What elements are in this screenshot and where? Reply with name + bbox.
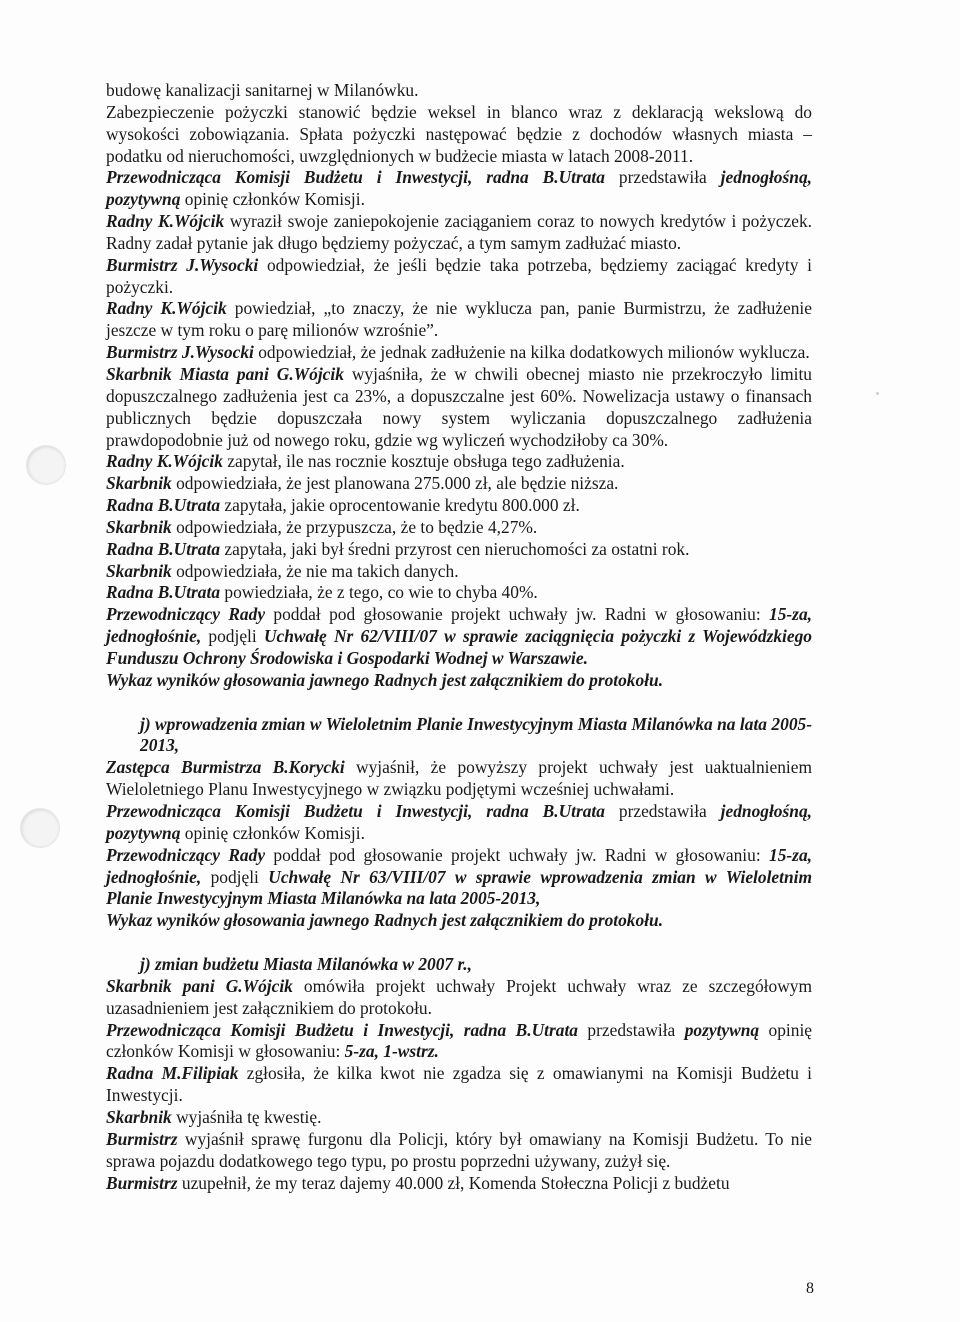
paragraph: [106, 976, 812, 1020]
emphasized-text: Radna B.Utrata: [106, 495, 221, 516]
paragraph: [106, 495, 812, 517]
emphasized-text: Skarbnik pani G.Wójcik: [106, 975, 293, 996]
paragraph: [106, 670, 812, 692]
section-heading: [106, 714, 812, 758]
body-text: budowę kanalizacji sanitarnej w Milanówku.: [106, 80, 419, 100]
body-text: odpowiedziała, że przypuszcza, że to będzie 4,27%.: [171, 516, 538, 537]
emphasized-text: Zastępca Burmistrza B.Korycki: [106, 757, 345, 778]
body-text: przedstawiła: [604, 167, 721, 188]
emphasized-text: Burmistrz J.Wysocki: [106, 254, 259, 275]
section-heading: [106, 954, 812, 976]
paragraph: [106, 102, 812, 168]
paragraph: [106, 517, 812, 539]
body-text: odpowiedział, że jednak zadłużenie na kilka dodatkowych milionów wyklucza.: [253, 342, 810, 363]
emphasized-text: Radna M.Filipiak: [106, 1063, 239, 1084]
paragraph: [106, 539, 812, 561]
body-text: zapytała, jakie oprocentowanie kredytu 800.000 zł.: [220, 495, 580, 516]
paragraph: [106, 1129, 812, 1173]
paragraph: [106, 364, 812, 451]
paragraph-gap: [106, 932, 812, 954]
body-text: uzupełnił, że my teraz dajemy 40.000 zł, Komenda Stołeczna Policji z budżetu: [177, 1172, 730, 1193]
body-text: opinię członków Komisji.: [180, 189, 365, 210]
page-number: 8: [806, 1280, 814, 1297]
paragraph: [106, 757, 812, 801]
paragraph: [106, 167, 812, 211]
scan-speck: [876, 392, 879, 395]
body-text: zapytał, ile nas rocznie kosztuje obsługa tego zadłużenia.: [222, 451, 625, 472]
emphasized-text: Skarbnik: [106, 516, 172, 537]
paragraph: [106, 801, 812, 845]
emphasized-text: Przewodnicząca Komisji Budżetu i Inwestycji, radna B.Utrata: [106, 1019, 578, 1040]
emphasized-text: 15-za, jednogłośnie,: [106, 844, 812, 887]
emphasized-text: Burmistrz: [106, 1172, 178, 1193]
emphasized-text: Przewodnicząca Komisji Budżetu i Inwestycji, radna B.Utrata: [106, 167, 605, 188]
body-text: odpowiedziała, że jest planowana 275.000 zł, ale będzie niższa.: [171, 473, 619, 494]
emphasized-text: jednogłośną, pozytywną: [106, 167, 812, 210]
emphasized-text: Radny K.Wójcik: [106, 298, 227, 319]
paragraph: [106, 582, 812, 604]
body-text: podjęli: [201, 866, 269, 887]
emphasized-text: Wykaz wyników głosowania jawnego Radnych jest załącznikiem do protokołu.: [106, 910, 664, 931]
body-text: poddał pod głosowanie projekt uchwały jw. Radni w głosowaniu:: [265, 844, 769, 865]
paragraph: [106, 1173, 812, 1195]
emphasized-text: jednogłośną, pozytywną: [106, 801, 812, 843]
paragraph: [106, 80, 812, 102]
emphasized-text: Burmistrz J.Wysocki: [106, 342, 254, 363]
body-text: wyjaśniła, że w chwili obecnej miasto nie przekroczyło limitu dopuszczalnego zadłużenia jest ca 23%, a dopuszczalne jest 60%. Nowelizacja ustawy o finansach publicznych będzie dopuszczała nowy system wyliczania dopuszczalnego zadłużenia prawdopodobnie już od nowego roku, gdzie wg wyliczeń wychodziłoby ca 30%.: [106, 363, 812, 450]
body-text: przedstawiła: [604, 801, 721, 821]
body-text: Zabezpieczenie pożyczki stanowić będzie weksel in blanco wraz z deklaracją wekslową do wysokości zobowiązania. Spłata pożyczki następować będzie z dochodów własnych miasta – podatku od nieruchomości, uwzględnionych w budżecie miasta w latach 2008-2011.: [106, 101, 812, 166]
body-text: omówiła projekt uchwały Projekt uchwały wraz ze szczegółowym uzasadnieniem jest załącznikiem do protokołu.: [106, 975, 812, 1018]
emphasized-text: Przewodniczący Rady: [106, 844, 266, 865]
paragraph: [106, 1020, 812, 1064]
emphasized-text: Skarbnik: [106, 1106, 172, 1127]
emphasized-text: Przewodniczący Rady: [106, 604, 266, 625]
emphasized-text: Uchwałę Nr 62/VIII/07 w sprawie zaciągnięcia pożyczki z Wojewódzkiego Funduszu Ochrony Środowiska i Gospodarki Wodnej w Warszawie.: [106, 626, 812, 668]
document-body: [106, 80, 812, 1194]
paragraph: [106, 604, 812, 670]
emphasized-text: Skarbnik: [106, 473, 172, 494]
body-text: zgłosiła, że kilka kwot nie zgadza się z omawianymi na Komisji Budżetu i Inwestycji.: [106, 1063, 812, 1106]
body-text: odpowiedziała, że nie ma takich danych.: [171, 560, 459, 581]
body-text: poddał pod głosowanie projekt uchwały jw. Radni w głosowaniu:: [265, 604, 769, 625]
punch-hole-upper: [26, 445, 66, 485]
body-text: wyraził swoje zaniepokojenie zaciąganiem coraz to nowych kredytów i pożyczek. Radny zadał pytanie jak długo będziemy pożyczać, a tym samym zadłużać miasto.: [106, 211, 812, 253]
emphasized-text: Uchwałę Nr 63/VIII/07 w sprawie wprowadzenia zmian w Wieloletnim Planie Inwestycyjnym Miasta Milanówka na lata 2005-2013,: [106, 866, 812, 909]
paragraph: [106, 845, 812, 911]
emphasized-text: Wykaz wyników głosowania jawnego Radnych jest załącznikiem do protokołu.: [106, 669, 664, 690]
emphasized-text: Przewodnicząca Komisji Budżetu i Inwestycji, radna B.Utrata: [106, 801, 605, 821]
paragraph: [106, 1063, 812, 1107]
emphasized-text: Skarbnik: [106, 560, 172, 581]
body-text: zapytała, jaki był średni przyrost cen nieruchomości za ostatni rok.: [220, 538, 690, 559]
body-text: powiedziała, że z tego, co wie to chyba 40%.: [220, 582, 538, 603]
emphasized-text: Radna B.Utrata: [106, 538, 221, 559]
punch-hole-lower: [20, 808, 60, 848]
paragraph: [106, 342, 812, 364]
emphasized-text: Burmistrz: [106, 1128, 178, 1149]
emphasized-text: Radny K.Wójcik: [106, 211, 225, 232]
paragraph: [106, 561, 812, 583]
body-text: przedstawiła: [577, 1019, 685, 1040]
emphasized-text: Radny K.Wójcik: [106, 451, 223, 472]
emphasized-text: j) wprowadzenia zmian w Wieloletnim Planie Inwestycyjnym Miasta Milanówka na lata 2005-2013,: [140, 713, 812, 756]
body-text: wyjaśniła tę kwestię.: [171, 1106, 322, 1127]
emphasized-text: j) zmian budżetu Miasta Milanówka w 2007 r.,: [140, 954, 472, 975]
body-text: podjęli: [201, 626, 264, 647]
paragraph: [106, 473, 812, 495]
body-text: opinię członków Komisji.: [180, 822, 365, 843]
paragraph: [106, 1107, 812, 1129]
paragraph: [106, 298, 812, 342]
paragraph-gap: [106, 692, 812, 714]
body-text: odpowiedział, że jeśli będzie taka potrzeba, będziemy zaciągać kredyty i pożyczki.: [106, 254, 812, 297]
paragraph: [106, 211, 812, 255]
body-text: opinię członków Komisji w głosowaniu:: [106, 1019, 812, 1062]
body-text: powiedział, „to znaczy, że nie wyklucza pan, panie Burmistrzu, że zadłużenie jeszcze w tym roku o parę milionów wzrośnie”.: [106, 298, 812, 341]
paragraph: [106, 255, 812, 299]
body-text: wyjaśnił, że powyższy projekt uchwały jest uaktualnieniem Wieloletniego Planu Inwestycyjnego w związku podjętymi wcześniej uchwałami.: [106, 757, 812, 800]
paragraph: [106, 910, 812, 932]
paragraph: [106, 451, 812, 473]
emphasized-text: Radna B.Utrata: [106, 582, 221, 603]
emphasized-text: 15-za, jednogłośnie,: [106, 604, 812, 647]
emphasized-text: 5-za, 1-wstrz.: [344, 1041, 439, 1062]
emphasized-text: pozytywną: [684, 1019, 760, 1040]
body-text: wyjaśnił sprawę furgonu dla Policji, który był omawiany na Komisji Budżetu. To nie sprawa pojazdu dodatkowego tego typu, po prostu poprzedni używany, zużył się.: [106, 1128, 812, 1171]
emphasized-text: Skarbnik Miasta pani G.Wójcik: [106, 363, 344, 384]
